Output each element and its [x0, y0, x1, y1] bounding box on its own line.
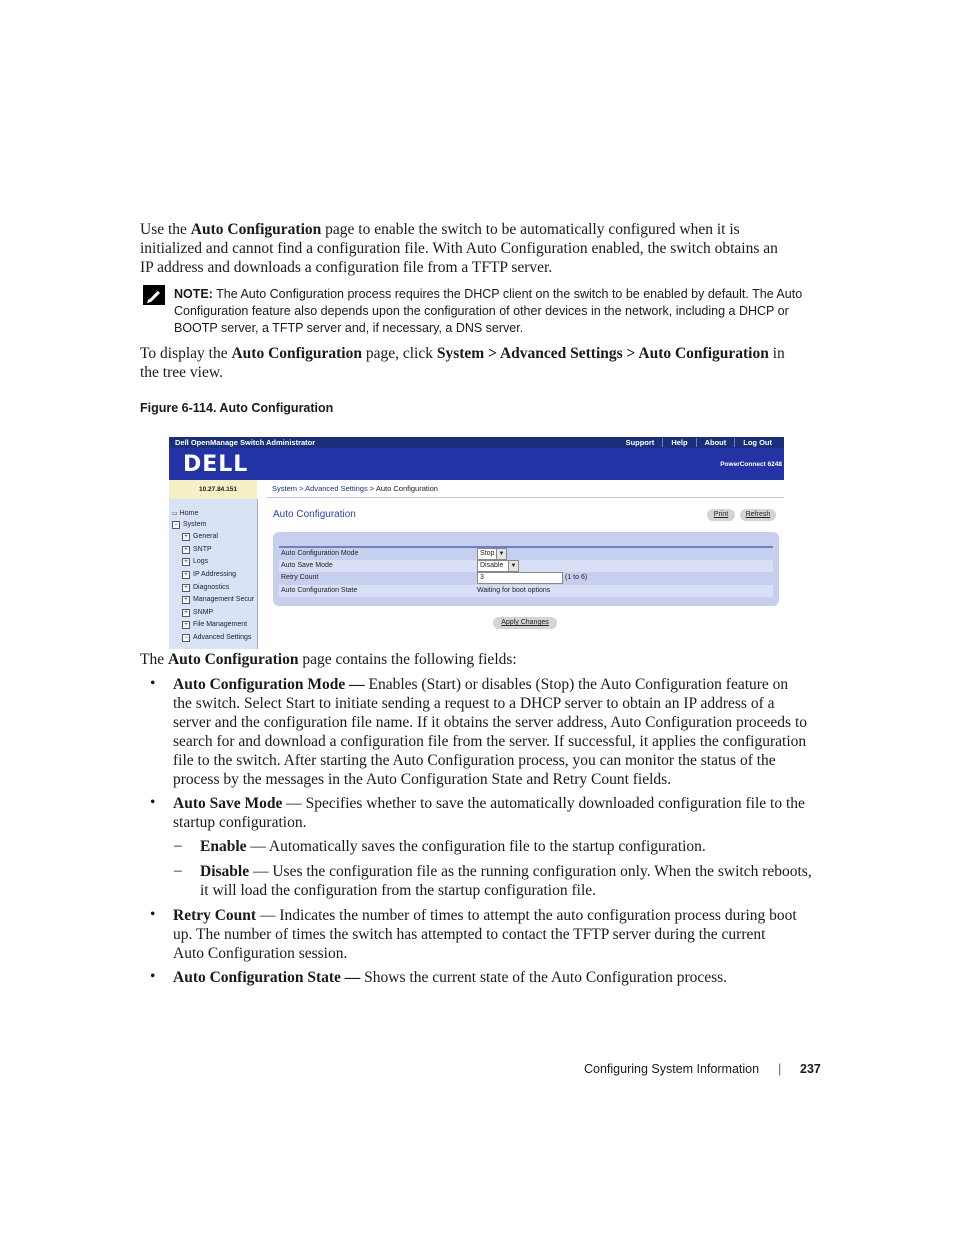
- chevron-down-icon: ▼: [496, 549, 506, 559]
- banner: [169, 448, 784, 480]
- bullet-icon: •: [150, 906, 156, 923]
- row-auto-configuration-mode: Auto Configuration Mode Stop ▼: [279, 548, 773, 560]
- tree-item-sntp[interactable]: + SNTP: [182, 546, 212, 554]
- retry-count-input[interactable]: 3: [477, 572, 563, 584]
- retry-count-hint: (1 to 6): [565, 574, 588, 581]
- figure-caption: Figure 6-114. Auto Configuration: [140, 401, 334, 415]
- option-disable: Disable — Uses the configuration file as the running configuration only. When the switch reboots, it will load the configuration from the startup configuration file.: [200, 863, 812, 899]
- tree-item-file-management[interactable]: + File Management: [182, 621, 247, 629]
- chevron-down-icon: ▼: [508, 561, 518, 571]
- row-auto-configuration-state: Auto Configuration State Waiting for boot options: [279, 585, 773, 597]
- divider: [267, 497, 784, 498]
- print-button[interactable]: Print: [707, 509, 735, 521]
- tree-item-management-security[interactable]: + Management Secur: [182, 596, 254, 604]
- logout-link[interactable]: Log Out: [734, 438, 780, 447]
- field-auto-save-mode: Auto Save Mode — Specifies whether to save the automatically downloaded configuration file to the startup configuration.: [173, 795, 805, 831]
- auto-save-mode-select[interactable]: Disable ▼: [477, 560, 519, 572]
- tree-view: [169, 499, 258, 649]
- auto-configuration-mode-select[interactable]: Stop ▼: [477, 548, 507, 560]
- expand-icon[interactable]: +: [182, 609, 190, 617]
- bullet-icon: •: [150, 968, 156, 985]
- expand-icon[interactable]: +: [182, 558, 190, 566]
- dash-icon: –: [174, 837, 182, 854]
- expand-icon[interactable]: +: [182, 621, 190, 629]
- breadcrumb-advanced-link[interactable]: Advanced Settings: [305, 484, 368, 493]
- note-pencil-icon: [143, 285, 165, 305]
- model-name: PowerConnect 6248: [720, 461, 782, 468]
- footer-separator: |: [778, 1062, 782, 1076]
- bullet-icon: •: [150, 675, 156, 692]
- refresh-button[interactable]: Refresh: [740, 509, 776, 521]
- field-auto-configuration-state: Auto Configuration State — Shows the current state of the Auto Configuration process.: [173, 969, 728, 986]
- tree-item-general[interactable]: + General: [182, 533, 218, 541]
- expand-icon[interactable]: +: [182, 533, 190, 541]
- fields-intro: The Auto Configuration page contains the following fields:: [140, 651, 517, 668]
- breadcrumb: System > Advanced Settings > Auto Configuration: [272, 484, 438, 493]
- about-link[interactable]: About: [696, 438, 735, 447]
- display-instructions: To display the Auto Configuration page, click System > Advanced Settings > Auto Configuration in the tree view.: [140, 345, 785, 381]
- auto-configuration-state-value: Waiting for boot options: [477, 587, 551, 594]
- footer-section-title: Configuring System Information: [584, 1062, 760, 1076]
- field-retry-count: Retry Count — Indicates the number of times to attempt the auto configuration process during boot up. The number of times the switch has attempted to contact the TFTP server during the current Auto Configuration session.: [173, 907, 797, 962]
- tree-item-logs[interactable]: + Logs: [182, 558, 208, 566]
- settings-panel: [273, 532, 779, 606]
- page-title: Auto Configuration: [273, 509, 356, 520]
- row-retry-count: Retry Count 3 (1 to 6): [279, 572, 773, 584]
- breadcrumb-system-link[interactable]: System: [272, 484, 298, 493]
- expand-icon[interactable]: +: [182, 546, 190, 554]
- breadcrumb-current: Auto Configuration: [375, 484, 438, 493]
- row-auto-save-mode: Auto Save Mode Disable ▼: [279, 560, 773, 572]
- app-title-bar: [169, 437, 784, 448]
- dash-icon: –: [174, 862, 182, 879]
- dell-logo: DELL: [183, 452, 249, 477]
- intro-paragraph: Use the Auto Configuration page to enable the switch to be automatically configured when it is initialized and cannot find a configuration file. With Auto Configuration enabled, the switch obtains an IP address and downloads a configuration file from a TFTP server.: [140, 221, 778, 276]
- note: NOTE: The Auto Configuration process requires the DHCP client on the switch to be enabled by default. The Auto Configuration feature also depends upon the configuration of other devices in the network, including a DHCP or BOOTP server, a TFTP server and, if necessary, a DNS server.: [174, 287, 803, 335]
- ip-address-box: 10.27.84.151: [169, 480, 257, 499]
- expand-icon[interactable]: +: [182, 596, 190, 604]
- collapse-icon[interactable]: −: [172, 521, 180, 529]
- expand-icon[interactable]: +: [182, 571, 190, 579]
- help-link[interactable]: Help: [662, 438, 695, 447]
- app-title: Dell OpenManage Switch Administrator: [175, 438, 316, 447]
- home-icon: ▭: [172, 511, 178, 517]
- tree-item-snmp[interactable]: + SNMP: [182, 609, 213, 617]
- tree-item-advanced-settings[interactable]: − Advanced Settings: [182, 634, 251, 642]
- tree-item-ip-addressing[interactable]: + IP Addressing: [182, 571, 236, 579]
- option-enable: Enable — Automatically saves the configuration file to the startup configuration.: [200, 838, 706, 855]
- bullet-icon: •: [150, 794, 156, 811]
- auto-configuration-screenshot: [169, 437, 784, 649]
- expand-icon[interactable]: +: [182, 584, 190, 592]
- tree-item-home[interactable]: ▭ Home: [172, 510, 199, 517]
- tree-item-diagnostics[interactable]: + Diagnostics: [182, 584, 229, 592]
- field-auto-configuration-mode: Auto Configuration Mode — Enables (Start) or disables (Stop) the Auto Configuration feature on the switch. Select Start to initiate sending a request to a DHCP server to obtain an IP address of a server and the configuration file name. If it obtains the server address, Auto Configuration proceeds to search for and download a configuration file from the server. If successful, it applies the configuration file to the switch. After starting the Auto Configuration process, you can monitor the status of the process by the messages in the Auto Configuration State and Retry Count fields.: [173, 676, 808, 788]
- support-link[interactable]: Support: [625, 438, 655, 447]
- apply-changes-button[interactable]: Apply Changes: [493, 617, 557, 629]
- tree-item-system[interactable]: − System: [172, 521, 206, 529]
- page-number: 237: [800, 1062, 821, 1076]
- collapse-icon[interactable]: −: [182, 634, 190, 642]
